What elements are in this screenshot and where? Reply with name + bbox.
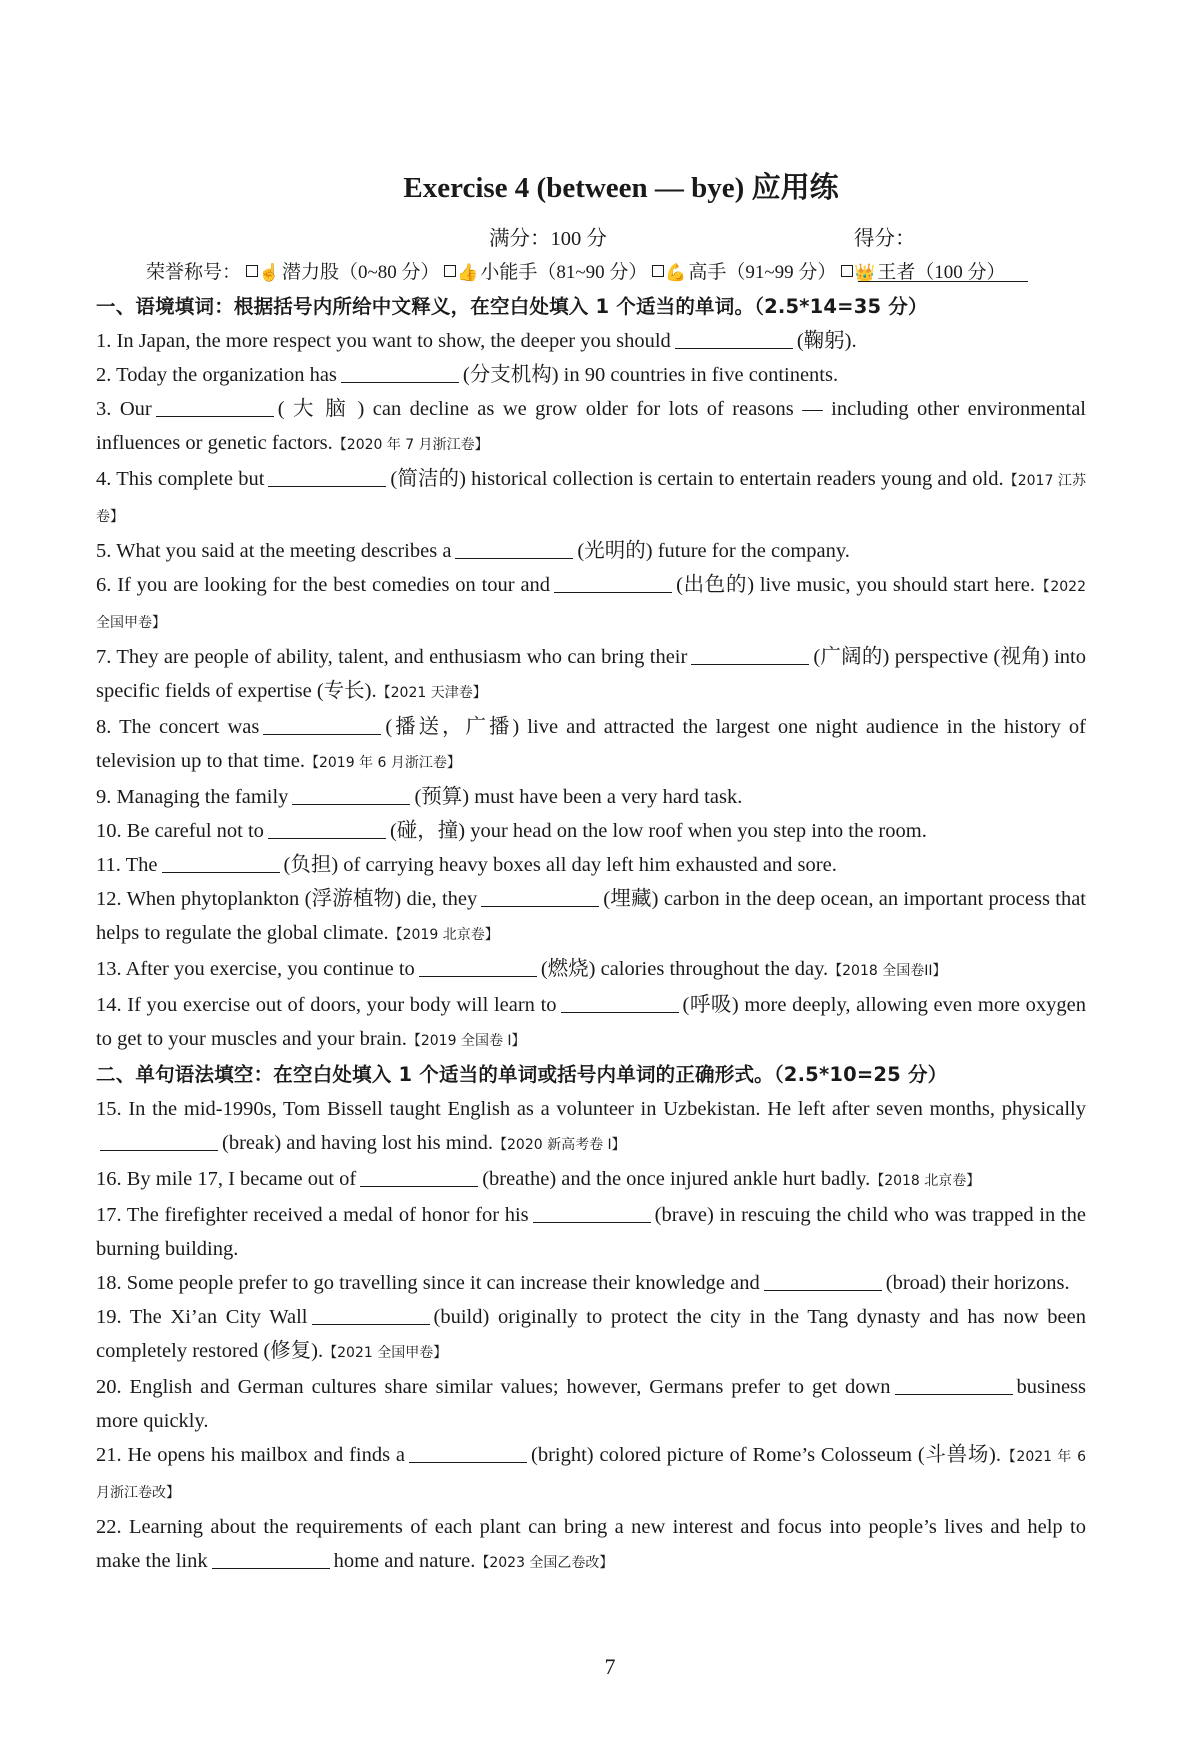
question-item	[96, 988, 1086, 1058]
question-text-after: (分支机构) in 90 countries in five continents.	[462, 364, 839, 386]
honor-label: 荣誉称号：	[146, 262, 242, 283]
question-item	[96, 1162, 1086, 1198]
answer-blank[interactable]	[268, 466, 386, 487]
score-label	[854, 222, 1086, 290]
question-text-after: (broad) their horizons.	[885, 1272, 1070, 1294]
question-text: 6. If you are looking for the best comedies on tour and	[96, 574, 551, 596]
question-item	[96, 534, 1086, 568]
answer-blank[interactable]	[312, 1304, 430, 1325]
question-text-after: (播送，广播) live and attracted the largest one night audience in the history of television up to that time.	[96, 716, 1086, 772]
finger-icon: ☝	[258, 263, 280, 282]
question-text-after: home and nature.	[333, 1550, 476, 1572]
question-text-after: (负担) of carrying heavy boxes all day left him exhausted and sore.	[283, 854, 837, 876]
question-item	[96, 358, 1086, 392]
honor-tier-capable	[444, 262, 647, 283]
question-text: 3. Our	[96, 398, 152, 420]
answer-blank[interactable]	[764, 1270, 882, 1291]
answer-blank[interactable]	[895, 1374, 1013, 1395]
honor-tier-label: 潜力股（0~80 分）	[281, 262, 440, 283]
question-text: 20. English and German cultures share similar values; however, Germans prefer to get down	[96, 1376, 891, 1398]
question-text: 19. The Xi’an City Wall	[96, 1306, 308, 1328]
answer-blank[interactable]	[481, 886, 599, 907]
checkbox[interactable]	[246, 265, 258, 277]
question-text-after: ( 大 脑 ) can decline as we grow older for lots of reasons — including other environmental influences or genetic factors.	[96, 398, 1086, 454]
question-text: 11. The	[96, 854, 158, 876]
question-item	[96, 640, 1086, 710]
source-tag: 【2018 北京卷】	[870, 1173, 981, 1189]
answer-blank[interactable]	[100, 1130, 218, 1151]
question-text-after: (预算) must have been a very hard task.	[414, 786, 743, 808]
answer-blank[interactable]	[554, 572, 672, 593]
question-text-after: (埋藏) carbon in the deep ocean, an important process that helps to regulate the global climate.	[96, 888, 1086, 944]
question-text: 4. This complete but	[96, 468, 265, 490]
source-tag: 【2020 新高考卷 I】	[493, 1137, 626, 1153]
question-text-after: (碰，撞) your head on the low roof when you step into the room.	[389, 820, 927, 842]
answer-blank[interactable]	[268, 818, 386, 839]
source-tag: 【2020 年 7 月浙江卷】	[332, 437, 489, 453]
honor-tier-expert	[652, 262, 836, 283]
question-text-after: (简洁的) historical collection is certain to entertain readers young and old.	[390, 468, 1004, 490]
question-text: 15. In the mid-1990s, Tom Bissell taught English as a volunteer in Uzbekistan. He left after seven months, physically	[96, 1098, 1086, 1120]
muscle-icon: 💪	[665, 263, 687, 282]
answer-blank[interactable]	[455, 538, 573, 559]
question-item	[96, 1438, 1086, 1510]
question-text: 21. He opens his mailbox and finds a	[96, 1444, 406, 1466]
question-text-after: (brave) in rescuing the child who was trapped in the burning building.	[96, 1204, 1086, 1260]
question-text-after: (燃烧) calories throughout the day.	[540, 958, 829, 980]
checkbox[interactable]	[652, 265, 664, 277]
answer-blank[interactable]	[162, 852, 280, 873]
question-item	[96, 710, 1086, 780]
answer-blank[interactable]	[675, 328, 793, 349]
section-heading-2: 二、单句语法填空：在空白处填入 1 个适当的单词或括号内单词的正确形式。（2.5*10=25 分）	[96, 1063, 948, 1086]
source-tag: 【2021 全国甲卷】	[323, 1345, 448, 1361]
question-item	[96, 462, 1086, 534]
thumbs-up-icon: 👍	[457, 263, 479, 282]
answer-blank[interactable]	[533, 1202, 651, 1223]
question-item	[96, 1370, 1086, 1438]
question-list-1	[96, 324, 1086, 1058]
answer-blank[interactable]	[360, 1166, 478, 1187]
answer-blank[interactable]	[409, 1442, 527, 1463]
question-item	[96, 568, 1086, 640]
section-heading-1: 一、语境填词：根据括号内所给中文释义，在空白处填入 1 个适当的单词。（2.5*14=35 分）	[96, 295, 928, 318]
full-score: 满分：100 分	[489, 228, 607, 250]
source-tag: 【2021 年 6 月浙江卷改】	[96, 1449, 1086, 1501]
question-text-after: (build) originally to protect the city in the Tang dynasty and has now been completely restored (修复).	[96, 1306, 1086, 1362]
question-text: 13. After you exercise, you continue to	[96, 958, 415, 980]
source-tag: 【2017 江苏卷】	[96, 473, 1086, 525]
question-text-after: (鞠躬).	[796, 330, 857, 352]
question-text: 9. Managing the family	[96, 786, 289, 808]
question-item	[96, 1300, 1086, 1370]
question-text-after: (bright) colored picture of Rome’s Colosseum (斗兽场).	[531, 1444, 1001, 1466]
question-text-after: (breathe) and the once injured ankle hurt badly.	[482, 1168, 871, 1190]
question-text: 17. The firefighter received a medal of honor for his	[96, 1204, 529, 1226]
worksheet-page	[96, 168, 1086, 1580]
question-text: 14. If you exercise out of doors, your body will learn to	[96, 994, 557, 1016]
question-item	[96, 780, 1086, 814]
question-item	[96, 814, 1086, 848]
score-row	[96, 222, 1086, 256]
answer-blank[interactable]	[263, 714, 381, 735]
question-text: 16. By mile 17, I became out of	[96, 1168, 357, 1190]
question-text-after: (光明的) future for the company.	[577, 540, 850, 562]
source-tag: 【2019 北京卷】	[388, 927, 499, 943]
answer-blank[interactable]	[419, 956, 537, 977]
question-text: 1. In Japan, the more respect you want to show, the deeper you should	[96, 330, 671, 352]
question-item	[96, 882, 1086, 952]
question-text: 7. They are people of ability, talent, and enthusiasm who can bring their	[96, 646, 688, 668]
source-tag: 【2019 年 6 月浙江卷】	[304, 755, 461, 771]
question-text: 22. Learning about the requirements of each plant can bring a new interest and focus into people’s lives and help to make the link	[96, 1516, 1086, 1572]
checkbox[interactable]	[444, 265, 456, 277]
source-tag: 【2021 天津卷】	[376, 685, 487, 701]
question-item	[96, 1092, 1086, 1162]
answer-blank[interactable]	[341, 362, 459, 383]
crown-icon: 👑	[854, 263, 876, 282]
question-list-2	[96, 1092, 1086, 1580]
question-text: 10. Be careful not to	[96, 820, 264, 842]
answer-blank[interactable]	[691, 644, 809, 665]
question-item	[96, 848, 1086, 882]
checkbox[interactable]	[841, 265, 853, 277]
honor-tier-label: 高手（91~99 分）	[688, 262, 837, 283]
honor-tier-potential	[246, 262, 440, 283]
page-title: Exercise 4 (between — bye) 应用练	[403, 172, 839, 204]
score-blank[interactable]	[858, 259, 1028, 282]
answer-blank[interactable]	[292, 784, 410, 805]
question-item	[96, 1198, 1086, 1266]
question-text: 8. The concert was	[96, 716, 260, 738]
question-text-after: (广阔的) perspective (视角) into specific fields of expertise (专长).	[96, 646, 1086, 702]
answer-blank[interactable]	[212, 1548, 330, 1569]
question-text: 2. Today the organization has	[96, 364, 337, 386]
question-item	[96, 1266, 1086, 1300]
question-item	[96, 324, 1086, 358]
question-text-after: (呼吸) more deeply, allowing even more oxygen to get to your muscles and your brain.	[96, 994, 1086, 1050]
answer-blank[interactable]	[561, 992, 679, 1013]
honor-tier-label: 小能手（81~90 分）	[480, 262, 648, 283]
answer-blank[interactable]	[156, 396, 274, 417]
question-text-after: business more quickly.	[96, 1376, 1086, 1432]
honor-tier-label: 王者（100 分）	[877, 262, 1006, 283]
question-text: 12. When phytoplankton (浮游植物) die, they	[96, 888, 478, 910]
question-text: 5. What you said at the meeting describes a	[96, 540, 452, 562]
question-text-after: (break) and having lost his mind.	[222, 1132, 494, 1154]
question-text: 18. Some people prefer to go travelling since it can increase their knowledge and	[96, 1272, 760, 1294]
question-item	[96, 952, 1086, 988]
source-tag: 【2023 全国乙卷改】	[475, 1555, 614, 1571]
source-tag: 【2022 全国甲卷】	[96, 579, 1086, 631]
page-number: 7	[604, 1654, 616, 1679]
question-item	[96, 1510, 1086, 1580]
source-tag: 【2018 全国卷II】	[828, 963, 947, 979]
source-tag: 【2019 全国卷 I】	[406, 1033, 526, 1049]
score-label-text: 得分：	[854, 228, 916, 250]
question-item	[96, 392, 1086, 462]
question-text-after: (出色的) live music, you should start here.	[676, 574, 1035, 596]
